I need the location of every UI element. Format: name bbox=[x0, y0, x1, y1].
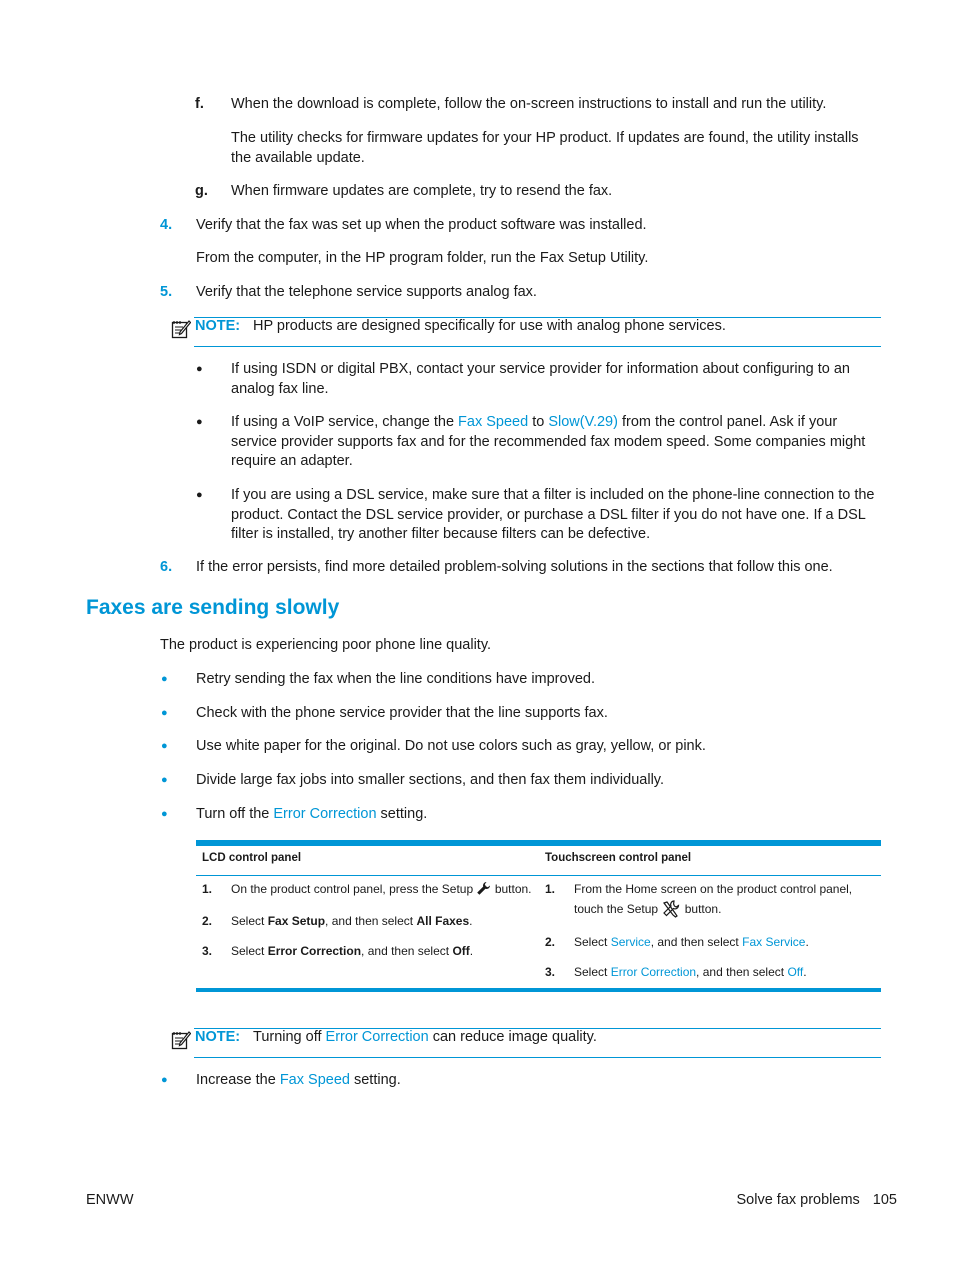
bullet-isdn-text: If using ISDN or digital PBX, contact your service provider for information about configuring to an analog fax line. bbox=[231, 361, 850, 397]
touch-step-1-pre: touch the Setup bbox=[574, 902, 662, 916]
touch-step-2-a: Select bbox=[574, 935, 611, 949]
section-bullet-4: Divide large fax jobs into smaller sections, and then fax them individually. bbox=[196, 772, 664, 788]
touch-step-2-c: , and then select bbox=[650, 935, 743, 949]
section-bullet-1: Retry sending the fax when the line conditions have improved. bbox=[196, 671, 595, 687]
section-bullet-2: Check with the phone service provider that the line supports fax. bbox=[196, 705, 608, 721]
note-icon bbox=[171, 319, 191, 339]
bullet-voip-mid: to bbox=[528, 414, 549, 430]
wrench-icon bbox=[476, 881, 491, 896]
fax-service-link[interactable]: Fax Service bbox=[742, 935, 806, 949]
footer-section-title: Solve fax problems bbox=[736, 1192, 860, 1208]
touch-step-3-text bbox=[574, 964, 807, 981]
bullet-voip-post: from the control panel. Ask if your service provider supports fax and for the recommended fax modem speed. Some companies might require an adapter. bbox=[231, 414, 866, 469]
error-correction-link[interactable]: Error Correction bbox=[325, 1029, 429, 1045]
note-2-text bbox=[253, 1028, 597, 1048]
off-link[interactable]: Off bbox=[787, 965, 804, 979]
touch-step-3-num: 3. bbox=[545, 965, 556, 979]
step-4-detail: From the computer, in the HP program folder, run the Fax Setup Utility. bbox=[196, 250, 649, 266]
bullet-voip-pre: If using a VoIP service, change the bbox=[231, 414, 459, 430]
service-link[interactable]: Service bbox=[610, 935, 651, 949]
lcd-step-1-num: 1. bbox=[202, 882, 213, 896]
lcd-step-2-d: All Faxes bbox=[416, 914, 470, 928]
lcd-step-2-text bbox=[231, 913, 473, 930]
lcd-step-1-text bbox=[231, 881, 532, 898]
touch-step-2-num: 2. bbox=[545, 935, 556, 949]
bullet-dot: ● bbox=[196, 363, 203, 375]
substep-g-text: When firmware updates are complete, try to resend the fax. bbox=[231, 183, 613, 199]
step-5-text: Verify that the telephone service supports analog fax. bbox=[196, 284, 537, 300]
note-1-text: HP products are designed specifically for use with analog phone services. bbox=[253, 318, 726, 334]
lcd-step-3-c: , and then select bbox=[361, 944, 453, 958]
section-bullet-6-post: setting. bbox=[349, 1072, 401, 1088]
lcd-step-3-num: 3. bbox=[202, 944, 213, 958]
bullet-dot: ● bbox=[196, 489, 203, 501]
lcd-step-3-d: Off bbox=[452, 944, 470, 958]
note-1-bottom-rule bbox=[194, 346, 881, 347]
substep-f-detail: The utility checks for firmware updates for your HP product. If updates are found, the utility installs the available update. bbox=[231, 130, 859, 166]
lcd-step-2-num: 2. bbox=[202, 914, 213, 928]
substep-f-text: When the download is complete, follow the on-screen instructions to install and run the utility. bbox=[231, 96, 827, 112]
bullet-dot: ● bbox=[161, 808, 168, 820]
note-2-post: can reduce image quality. bbox=[428, 1029, 597, 1045]
bullet-dot: ● bbox=[161, 740, 168, 752]
touch-step-2-text bbox=[574, 934, 809, 951]
bullet-dot: ● bbox=[161, 1074, 168, 1086]
section-bullet-5-post: setting. bbox=[376, 806, 428, 822]
table-bottom-rule bbox=[196, 988, 881, 992]
lcd-step-3-e: . bbox=[469, 944, 474, 958]
touch-step-1-post: button. bbox=[681, 902, 722, 916]
bullet-dot: ● bbox=[161, 673, 168, 685]
note-icon bbox=[171, 1030, 191, 1050]
fax-speed-link[interactable]: Fax Speed bbox=[458, 414, 529, 430]
lcd-step-2-e: . bbox=[469, 914, 473, 928]
step-6-text: If the error persists, find more detailed problem-solving solutions in the sections that follow this one. bbox=[196, 559, 833, 575]
section-intro: The product is experiencing poor phone line quality. bbox=[160, 637, 492, 653]
lcd-step-3-a: Select bbox=[231, 944, 268, 958]
bullet-dot: ● bbox=[161, 707, 168, 719]
touch-step-3-a: Select bbox=[574, 965, 611, 979]
lcd-step-2-b: Fax Setup bbox=[267, 914, 326, 928]
touch-step-1-num: 1. bbox=[545, 882, 556, 896]
lcd-step-1-pre: On the product control panel, press the Setup bbox=[231, 882, 477, 896]
step-4-marker: 4. bbox=[160, 217, 173, 233]
step-5-marker: 5. bbox=[160, 284, 173, 300]
note-2-label: NOTE: bbox=[195, 1029, 241, 1045]
table-top-rule bbox=[196, 840, 881, 846]
step-6-marker: 6. bbox=[160, 559, 173, 575]
table-header-touchscreen: Touchscreen control panel bbox=[545, 852, 692, 864]
note-1-label: NOTE: bbox=[195, 318, 241, 334]
section-bullet-5-pre: Turn off the bbox=[196, 806, 274, 822]
bullet-voip-text bbox=[231, 413, 885, 472]
substep-f-marker: f. bbox=[195, 96, 204, 112]
touch-step-1-line2 bbox=[574, 899, 721, 919]
bullet-dot: ● bbox=[196, 416, 203, 428]
error-correction-link[interactable]: Error Correction bbox=[273, 806, 377, 822]
slow-v29-link[interactable]: Slow(V.29) bbox=[548, 414, 618, 430]
lcd-step-3-b: Error Correction bbox=[267, 944, 362, 958]
section-bullet-5 bbox=[196, 805, 427, 825]
page-number: 105 bbox=[872, 1192, 897, 1208]
touch-step-1-line1: From the Home screen on the product control panel, bbox=[574, 882, 853, 896]
lcd-step-1-post: button. bbox=[491, 882, 532, 896]
section-bullet-3: Use white paper for the original. Do not use colors such as gray, yellow, or pink. bbox=[196, 738, 706, 754]
table-header-rule bbox=[196, 875, 881, 876]
lcd-step-2-c: , and then select bbox=[325, 914, 417, 928]
section-bullet-6 bbox=[196, 1071, 401, 1091]
substep-g-marker: g. bbox=[195, 183, 208, 199]
footer-right bbox=[736, 1192, 897, 1208]
table-header-lcd: LCD control panel bbox=[202, 852, 302, 864]
setup-tools-icon bbox=[661, 899, 681, 919]
lcd-step-2-a: Select bbox=[231, 914, 268, 928]
section-bullet-6-pre: Increase the bbox=[196, 1072, 280, 1088]
touch-step-3-c: , and then select bbox=[696, 965, 788, 979]
bullet-dot: ● bbox=[161, 774, 168, 786]
fax-speed-link[interactable]: Fax Speed bbox=[279, 1072, 350, 1088]
note-2-pre: Turning off bbox=[253, 1029, 326, 1045]
touch-step-3-e: . bbox=[803, 965, 807, 979]
footer-left: ENWW bbox=[86, 1192, 134, 1208]
lcd-step-3-text bbox=[231, 943, 473, 960]
bullet-dsl-text: If you are using a DSL service, make sure that a filter is included on the phone-line connection to the product. Contact the DSL service provider, or purchase a DSL filter if you do not have one. If a DSL filter is installed, try another filter because filters can be defective. bbox=[231, 487, 875, 542]
section-heading: Faxes are sending slowly bbox=[86, 596, 340, 619]
step-4-text: Verify that the fax was set up when the product software was installed. bbox=[196, 217, 647, 233]
touch-step-2-e: . bbox=[805, 935, 809, 949]
note-2-bottom-rule bbox=[194, 1057, 881, 1058]
error-correction-link[interactable]: Error Correction bbox=[610, 965, 697, 979]
